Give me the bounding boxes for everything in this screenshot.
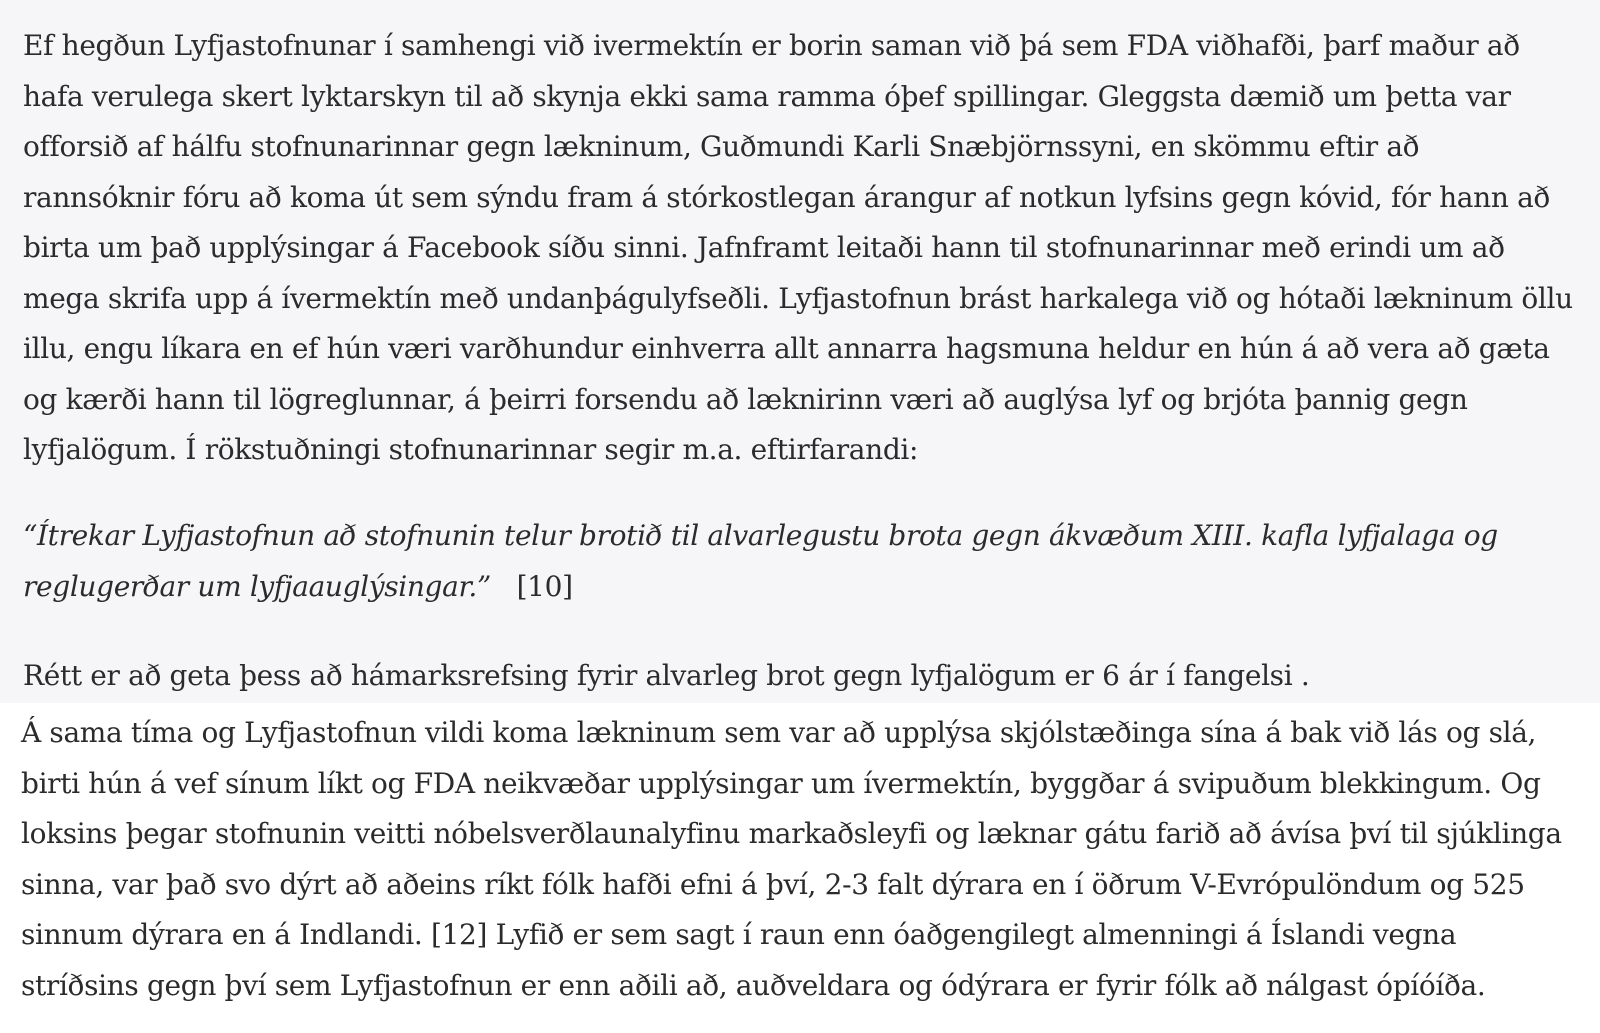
blockquote-lyfjastofnun (23, 511, 1578, 612)
paragraph-same-time: Á sama tíma og Lyfjastofnun vildi koma lækninum sem var að upplýsa skjólstæðinga sína á bak við lás og slá, birti hún á vef sínum líkt og FDA neikvæðar upplýsingar um ívermektín, byggðar á svipuðum blekkingum. Og loksins þegar stofnunin veitti nóbelsverðlaunalyfinu markaðsleyfi og læknar gátu farið að ávísa því til sjúklinga sinna, var það svo dýrt að aðeins ríkt fólk hafði efni á því, 2-3 falt dýrara en í öðrum V-Evrópulöndum og 525 sinnum dýrara en á Indlandi. [12] Lyfið er sem sagt í raun enn óaðgengilegt almenningi á Íslandi vegna stríðsins gegn því sem Lyfjastofnun er enn aðili að, auðveldara og ódýrara er fyrir fólk að nálgast ópíóíða. (21, 716, 1562, 1002)
paragraph-maximum-penalty: Rétt er að geta þess að hámarksrefsing fyrir alvarleg brot gegn lyfjalögum er 6 ár í fangelsi . (23, 659, 1310, 692)
reference-10: [10] (516, 569, 573, 603)
quote-text: “Ítrekar Lyfjastofnun að stofnunin telur brotið til alvarlegustu brota gegn ákvæðum XIII. kafla lyfjalaga og reglugerðar um lyfjaauglýsingar.” (23, 519, 1498, 603)
paragraph-lyfjastofnun-comparison: Ef hegðun Lyfjastofnunar í samhengi við ivermektín er borin saman við þá sem FDA viðhafði, þarf maður að hafa verulega skert lyktarskyn til að skynja ekki sama ramma óþef spillingar. Gleggsta dæmið um þetta var offorsið af hálfu stofnunarinnar gegn lækninum, Guðmundi Karli Snæbjörnssyni, en skömmu eftir að rannsóknir fóru að koma út sem sýndu fram á stórkostlegan árangur af notkun lyfsins gegn kóvid, fór hann að birta um það upplýsingar á Facebook síðu sinni. Jafnframt leitaði hann til stofnunarinnar með erindi um að mega skrifa upp á ívermektín með undanþágulyfseðli. Lyfjastofnun brást harkalega við og hótaði lækninum öllu illu, engu líkara en ef hún væri varðhundur einhverra allt annarra hagsmuna heldur en hún á að vera að gæta og kærði hann til lögreglunnar, á þeirri forsendu að læknirinn væri að auglýsa lyf og brjóta þannig gegn lyfjalögum. Í rökstuðningi stofnunarinnar segir m.a. eftirfarandi: (23, 29, 1573, 466)
